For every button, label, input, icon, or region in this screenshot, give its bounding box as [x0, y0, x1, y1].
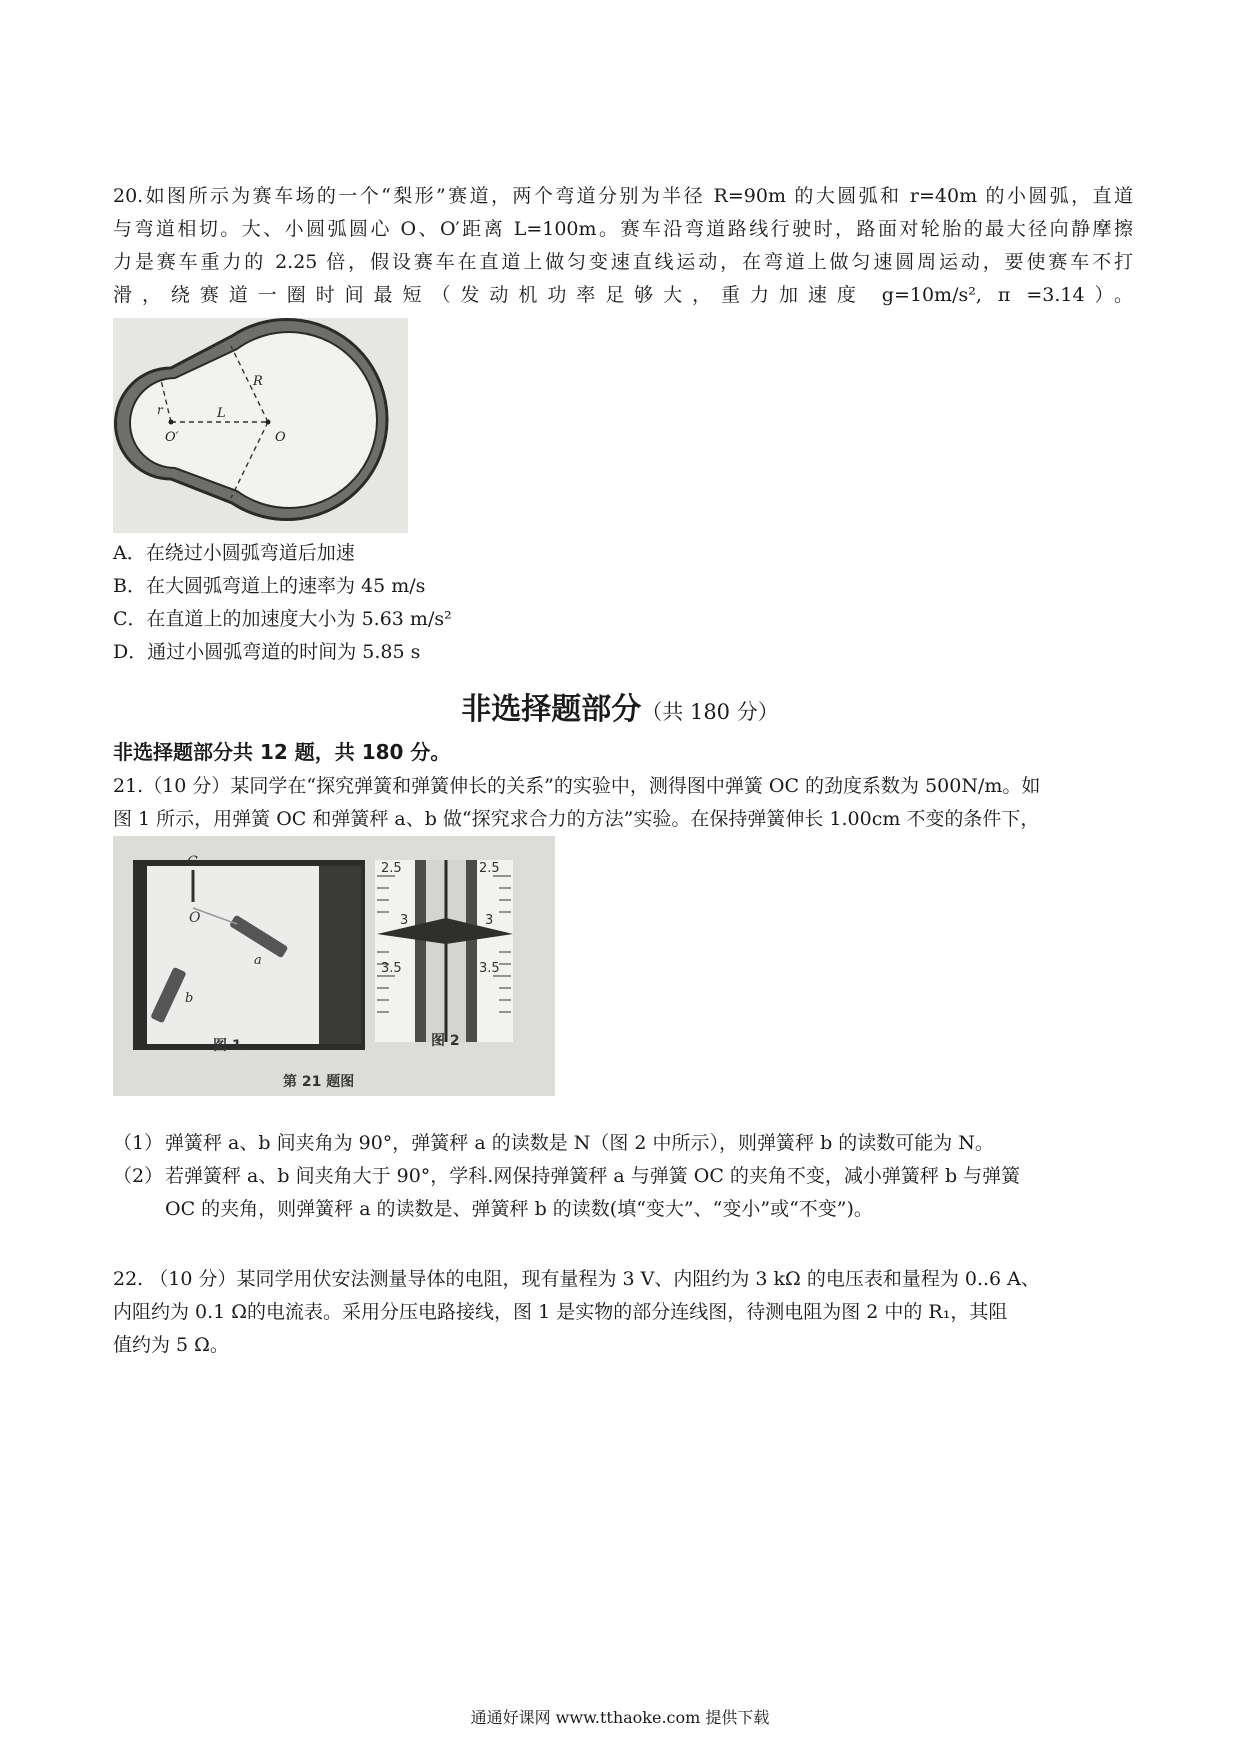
option-d: D．通过小圆弧弯道的时间为 5.85 s [113, 641, 421, 663]
q21-subquestions [113, 1127, 1133, 1226]
fig2-label: 图 2 [431, 1033, 460, 1049]
tick-2-5: 2.5 [479, 861, 500, 876]
sub-1-text: 弹簧秤 a、b 间夹角为 90°，弹簧秤 a 的读数是 N（图 2 中所示），则弹簧秤 b 的读数可能为 N。 [165, 1132, 994, 1154]
q22-line-1: 22. （10 分）某同学用伏安法测量导体的电阻，现有量程为 3 V、内阻约为 3 kΩ 的电压表和量程为 0..6 A、 [113, 1268, 1040, 1290]
fig1-label: 图 1 [213, 1038, 242, 1054]
section-score: （共 180 分） [641, 700, 779, 724]
spring-scale-photo [113, 836, 555, 1096]
tick-2-5-left: 2.5 [381, 861, 402, 876]
tick-3-5: 3.5 [479, 961, 500, 976]
sub-2-text-line-1: 若弹簧秤 a、b 间夹角大于 90°，学科.网保持弹簧秤 a 与弹簧 OC 的夹角不变，减小弹簧秤 b 与弹簧 [165, 1165, 1021, 1187]
pear-track-drawing [113, 318, 408, 533]
q20-line-2: 与弯道相切。大、小圆弧圆心 O、O′距离 L=100m。赛车沿弯道路线行驶时，路面对轮胎的最大径向静摩擦 [113, 218, 1133, 240]
option-c: C．在直道上的加速度大小为 5.63 m/s² [113, 608, 452, 630]
q20-line-1: 20.如图所示为赛车场的一个“梨形”赛道，两个弯道分别为半径 R=90m 的大圆弧和 r=40m 的小圆弧，直道 [113, 185, 1133, 207]
q21-sub-1 [113, 1127, 1133, 1160]
label-O-prime: O′ [165, 430, 179, 445]
letter-a: a [254, 953, 262, 968]
section-title: 非选择题部分 [461, 692, 642, 727]
label-r: r [157, 403, 163, 417]
letter-C: C [187, 854, 198, 870]
q20-options [113, 537, 452, 669]
letter-O: O [189, 910, 201, 926]
option-b: B．在大圆弧弯道上的速率为 45 m/s [113, 575, 426, 597]
q20-line-4: 滑，绕赛道一圈时间最短（发动机功率足够大，重力加速度 g=10m/s², π =3.14）。 [113, 284, 1133, 306]
tick-3-left: 3 [400, 913, 409, 928]
page-footer: 通通好课网 www.tthaoke.com 提供下载 [470, 1708, 770, 1727]
q21-line-2: 图 1 所示，用弹簧 OC 和弹簧秤 a、b 做“探究求合力的方法”实验。在保持弹簧伸长 1.00cm 不变的条件下， [113, 808, 1040, 830]
question-21-stem [113, 770, 1133, 836]
tick-3-5-left: 3.5 [381, 961, 402, 976]
tick-3: 3 [485, 913, 494, 928]
pear-track-figure [113, 318, 408, 533]
letter-b: b [185, 991, 194, 1006]
q20-line-3: 力是赛车重力的 2.25 倍，假设赛车在直道上做匀变速直线运动，在弯道上做匀速圆周运动，要使赛车不打 [113, 251, 1133, 273]
option-a: A．在绕过小圆弧弯道后加速 [113, 542, 355, 564]
sub-2-text-line-2: OC 的夹角，则弹簧秤 a 的读数是、弹簧秤 b 的读数(填“变大”、“变小”或“不变”)。 [165, 1198, 873, 1220]
spring-scale-figure [113, 836, 555, 1096]
figure-caption: 第 21 题图 [283, 1074, 355, 1090]
label-O: O [275, 430, 286, 445]
label-R: R [253, 374, 263, 389]
section-heading [0, 684, 1240, 728]
q21-line-1: 21.（10 分）某同学在“探究弹簧和弹簧伸长的关系”的实验中，测得图中弹簧 OC 的劲度系数为 500N/m。如 [113, 775, 1041, 797]
q22-line-3: 值约为 5 Ω。 [113, 1334, 229, 1356]
section-intro: 非选择题部分共 12 题，共 180 分。 [113, 740, 451, 764]
question-22-stem [113, 1263, 1133, 1362]
sub-1-number: （1） [113, 1132, 164, 1154]
q21-sub-2 [113, 1160, 1133, 1193]
label-L: L [217, 406, 226, 421]
question-20-stem [113, 180, 1133, 312]
q22-line-2: 内阻约为 0.1 Ω的电流表。采用分压电路接线，图 1 是实物的部分连线图，待测电阻为图 2 中的 R₁，其阻 [113, 1301, 1008, 1323]
sub-2-number: （2） [113, 1165, 164, 1187]
